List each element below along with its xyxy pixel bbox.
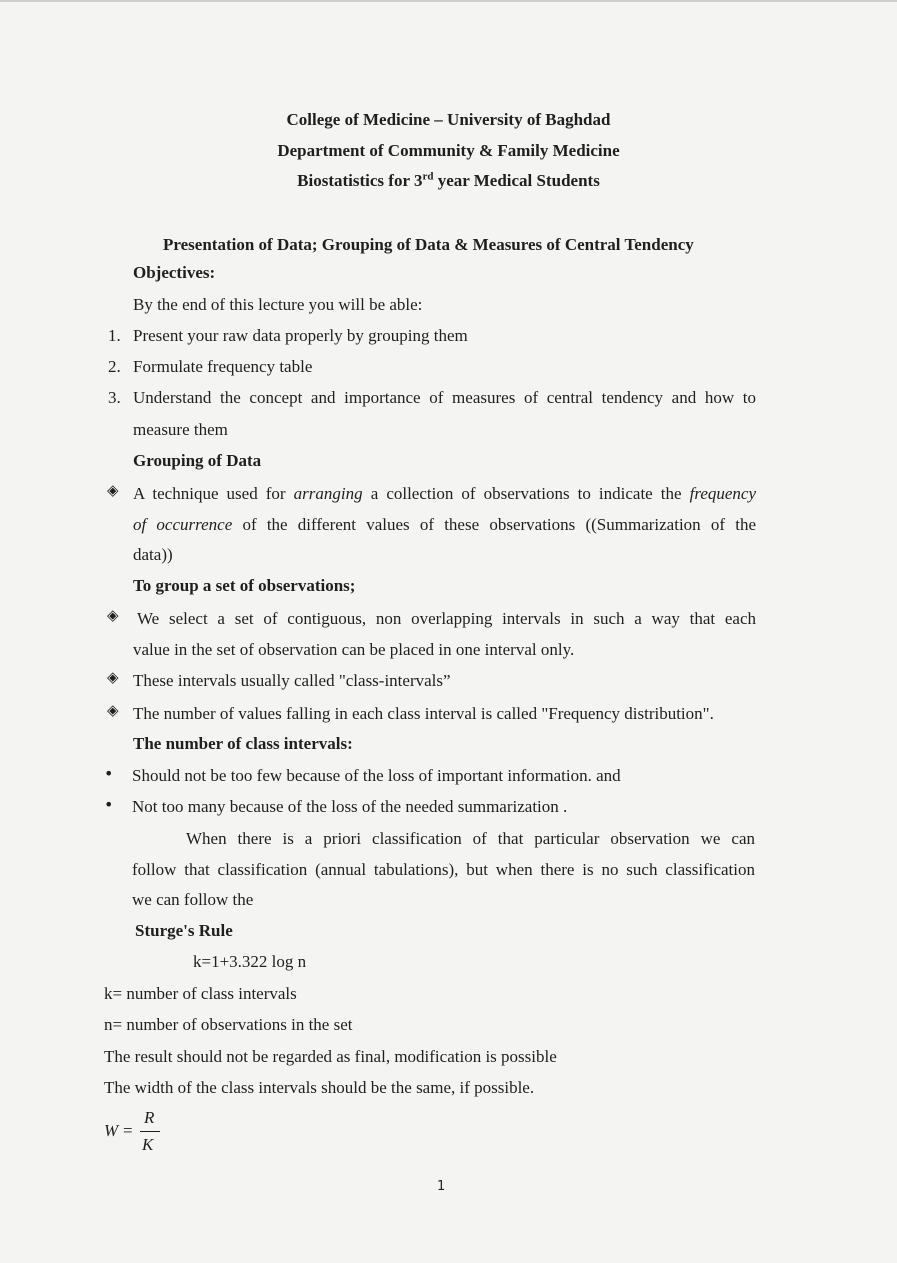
course-heading-pre: Biostatistics for 3 bbox=[297, 171, 423, 190]
grouping-para-line1 bbox=[133, 485, 756, 502]
grouping-text-b: a collection of observations to indicate the bbox=[362, 484, 690, 503]
course-heading-sup: rd bbox=[422, 170, 434, 183]
to-group-heading: To group a set of observations; bbox=[133, 576, 356, 595]
fraction-bar bbox=[140, 1131, 160, 1132]
k-definition: k= number of class intervals bbox=[104, 984, 297, 1003]
to-group-bullet1-line2: value in the set of observation can be placed in one interval only. bbox=[133, 640, 575, 659]
formula-denominator: K bbox=[142, 1135, 154, 1154]
objective-number-2: 2. bbox=[108, 357, 121, 376]
objective-item-1: Present your raw data properly by grouping them bbox=[133, 326, 468, 345]
class-intervals-para-line1: When there is a priori classification of that particular observation we can bbox=[186, 829, 755, 848]
diamond-bullet-icon: ◈ bbox=[107, 481, 119, 499]
diamond-bullet-icon: ◈ bbox=[107, 668, 119, 686]
note-final: The result should not be regarded as final, modification is possible bbox=[104, 1047, 557, 1066]
class-intervals-bullet1: Should not be too few because of the loss of important information. and bbox=[132, 766, 621, 785]
objectives-intro: By the end of this lecture you will be able: bbox=[133, 295, 423, 314]
objective-item-3-line1: Understand the concept and importance of measures of central tendency and how to bbox=[133, 388, 756, 407]
grouping-text-a: A technique used for bbox=[133, 484, 294, 503]
class-intervals-para-line2: follow that classification (annual tabulations), but when there is no such classification bbox=[132, 860, 755, 879]
sturges-formula: k=1+3.322 log n bbox=[193, 952, 307, 971]
objectives-heading: Objectives: bbox=[133, 263, 216, 282]
objective-number-3: 3. bbox=[108, 388, 121, 407]
formula-lhs: W bbox=[104, 1121, 119, 1140]
class-intervals-para-line3: we can follow the bbox=[132, 890, 254, 909]
n-definition: n= number of observations in the set bbox=[104, 1015, 353, 1034]
lecture-title: Presentation of Data; Grouping of Data & Measures of Central Tendency bbox=[163, 235, 694, 254]
grouping-em-occurrence: of occurrence bbox=[133, 515, 233, 534]
grouping-em-frequency: frequency bbox=[689, 484, 757, 503]
page-number: 1 bbox=[437, 1179, 446, 1194]
class-intervals-bullet2: Not too many because of the loss of the needed summarization . bbox=[132, 797, 568, 816]
course-heading bbox=[0, 172, 897, 189]
objective-item-3-line2: measure them bbox=[133, 420, 228, 439]
grouping-em-arranging: arranging bbox=[293, 484, 363, 503]
to-group-bullet1-line1: We select a set of contiguous, non overlapping intervals in such a way that each bbox=[137, 609, 756, 628]
grouping-para-line2 bbox=[133, 516, 756, 533]
course-heading-post: year Medical Students bbox=[433, 171, 600, 190]
note-width: The width of the class intervals should be the same, if possible. bbox=[104, 1078, 535, 1097]
diamond-bullet-icon: ◈ bbox=[107, 606, 119, 624]
sturges-heading: Sturge's Rule bbox=[135, 921, 233, 940]
grouping-para-line3: data)) bbox=[133, 545, 173, 564]
width-formula bbox=[104, 1108, 164, 1154]
to-group-bullet3: The number of values falling in each class interval is called "Frequency distribution". bbox=[133, 704, 714, 723]
class-intervals-heading: The number of class intervals: bbox=[133, 734, 353, 753]
bullet-dot-icon: • bbox=[104, 764, 114, 783]
to-group-bullet2: These intervals usually called "class-intervals” bbox=[133, 671, 451, 690]
objective-item-2: Formulate frequency table bbox=[133, 357, 313, 376]
department-heading: Department of Community & Family Medicine bbox=[277, 141, 620, 160]
bullet-dot-icon: • bbox=[104, 795, 114, 814]
diamond-bullet-icon: ◈ bbox=[107, 701, 119, 719]
grouping-text-c: of the different values of these observations ((Summarization of the bbox=[232, 515, 756, 534]
grouping-heading: Grouping of Data bbox=[133, 451, 262, 470]
scan-edge-line bbox=[0, 0, 897, 2]
objective-number-1: 1. bbox=[108, 326, 121, 345]
formula-equals: = bbox=[123, 1121, 133, 1140]
formula-numerator: R bbox=[144, 1108, 155, 1127]
college-heading: College of Medicine – University of Baghdad bbox=[286, 110, 611, 129]
